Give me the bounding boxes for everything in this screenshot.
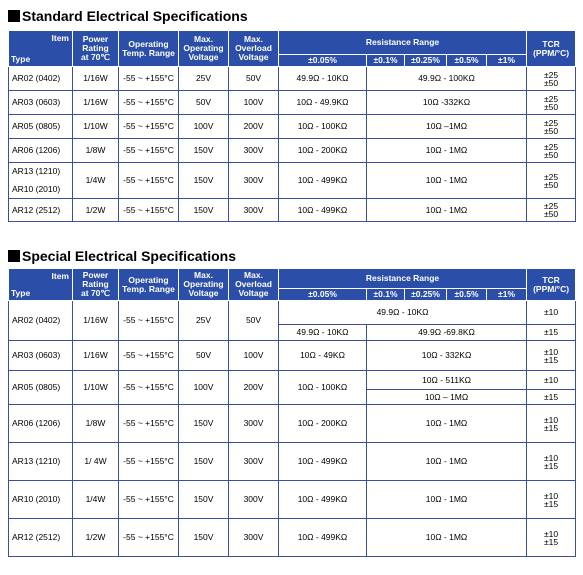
vop-cell: 150V — [179, 139, 229, 163]
power-cell: 1/2W — [73, 519, 119, 557]
vover-cell: 50V — [229, 301, 279, 341]
r005-cell: 10Ω - 100KΩ — [279, 115, 367, 139]
r-all-cell: 49.9Ω - 10KΩ — [279, 301, 527, 325]
temp-cell: -55 ~ +155°C — [119, 519, 179, 557]
rrest-cell: 10Ω - 1MΩ — [367, 139, 527, 163]
standard-title-text: Standard Electrical Specifications — [22, 8, 248, 24]
tcr-cell: ±10 ±15 — [527, 481, 576, 519]
type-cell: AR03 (0603) — [9, 91, 73, 115]
vop-cell: 25V — [179, 301, 229, 341]
resistance-range-header: Resistance Range — [279, 269, 527, 289]
temp-cell: -55 ~ +155°C — [119, 139, 179, 163]
rrest-cell: 10Ω - 1MΩ — [367, 443, 527, 481]
rrest-cell: 10Ω - 1MΩ — [367, 481, 527, 519]
vover-cell: 100V — [229, 91, 279, 115]
max-operating-voltage-header: Max. Operating Voltage — [179, 31, 229, 67]
type-cell: AR05 (0805) — [9, 115, 73, 139]
power-cell: 1/16W — [73, 341, 119, 371]
vop-cell: 50V — [179, 91, 229, 115]
rrest-cell: 10Ω - 332KΩ — [367, 341, 527, 371]
tolerance-0-05-header: ±0.05% — [279, 289, 367, 301]
power-cell: 1/8W — [73, 139, 119, 163]
standard-spec-table — [8, 30, 576, 222]
temp-cell: -55 ~ +155°C — [119, 405, 179, 443]
temp-cell: -55 ~ +155°C — [119, 115, 179, 139]
tolerance-0-25-header: ±0.25% — [405, 289, 447, 301]
type-cell: AR06 (1206) — [9, 139, 73, 163]
rrest-cell: 49.9Ω -69.8KΩ — [367, 325, 527, 341]
r005-cell: 10Ω - 499KΩ — [279, 163, 367, 199]
r005-cell: 49.9Ω - 10KΩ — [279, 67, 367, 91]
tcr-cell: ±10 — [527, 301, 576, 325]
max-operating-voltage-header: Max. Operating Voltage — [179, 269, 229, 301]
temp-cell: -55 ~ +155°C — [119, 481, 179, 519]
table-row — [9, 443, 576, 481]
power-rating-header: Power Rating at 70℃ — [73, 31, 119, 67]
r005-cell: 10Ω - 49.9KΩ — [279, 91, 367, 115]
vop-cell: 150V — [179, 163, 229, 199]
item-type-header — [9, 31, 73, 67]
r005-cell: 10Ω - 499KΩ — [279, 481, 367, 519]
table-row — [9, 199, 576, 222]
tcr-cell: ±25 ±50 — [527, 115, 576, 139]
vover-cell: 300V — [229, 443, 279, 481]
table-row — [9, 163, 576, 199]
item-header-label: Item — [51, 271, 69, 281]
type-cell: AR13 (1210) — [9, 443, 73, 481]
table-row — [9, 481, 576, 519]
item-type-header — [9, 269, 73, 301]
type-cell: AR13 (1210) AR10 (2010) — [9, 163, 73, 199]
vop-cell: 100V — [179, 115, 229, 139]
temp-cell: -55 ~ +155°C — [119, 91, 179, 115]
power-cell: 1/10W — [73, 371, 119, 405]
rrest-cell: 10Ω –1MΩ — [367, 115, 527, 139]
type-header-label: Type — [11, 54, 31, 64]
resistance-range-header: Resistance Range — [279, 31, 527, 55]
r005-cell: 10Ω - 499KΩ — [279, 443, 367, 481]
special-section-title — [8, 248, 236, 264]
vover-cell: 300V — [229, 405, 279, 443]
power-cell: 1/16W — [73, 301, 119, 341]
bullet-square-icon — [8, 10, 20, 22]
tcr-cell: ±25 ±50 — [527, 91, 576, 115]
standard-section-title — [8, 8, 248, 24]
tolerance-1-header: ±1% — [487, 289, 527, 301]
rrest-cell: 10Ω - 1MΩ — [367, 199, 527, 222]
power-cell: 1/10W — [73, 115, 119, 139]
tcr-cell: ±25 ±50 — [527, 199, 576, 222]
tcr-cell: ±10 ±15 — [527, 519, 576, 557]
rrest-cell: 10Ω - 1MΩ — [367, 163, 527, 199]
vover-cell: 100V — [229, 341, 279, 371]
tcr-cell: ±10 ±15 — [527, 341, 576, 371]
tolerance-0-1-header: ±0.1% — [367, 55, 405, 67]
tcr-cell: ±10 ±15 — [527, 443, 576, 481]
item-header-label: Item — [51, 33, 69, 43]
special-spec-table — [8, 268, 576, 557]
tcr-cell: ±15 — [527, 325, 576, 341]
table-row — [9, 341, 576, 371]
power-cell: 1/2W — [73, 199, 119, 222]
table-row — [9, 371, 576, 390]
vop-cell: 100V — [179, 371, 229, 405]
vop-cell: 150V — [179, 519, 229, 557]
tcr-cell: ±15 — [527, 390, 576, 405]
type-cell: AR03 (0603) — [9, 341, 73, 371]
r005-cell: 10Ω - 49KΩ — [279, 341, 367, 371]
table-row — [9, 139, 576, 163]
tcr-cell: ±25 ±50 — [527, 67, 576, 91]
vop-cell: 150V — [179, 481, 229, 519]
vover-cell: 300V — [229, 139, 279, 163]
temp-cell: -55 ~ +155°C — [119, 199, 179, 222]
tcr-cell: ±10 — [527, 371, 576, 390]
power-cell: 1/16W — [73, 91, 119, 115]
r005-cell: 10Ω - 499KΩ — [279, 519, 367, 557]
tcr-header: TCR (PPM/°C) — [527, 269, 576, 301]
tcr-cell: ±25 ±50 — [527, 139, 576, 163]
vover-cell: 50V — [229, 67, 279, 91]
rrest-cell: 10Ω - 511KΩ — [367, 371, 527, 390]
max-overload-voltage-header: Max. Overload Voltage — [229, 269, 279, 301]
type-cell: AR12 (2512) — [9, 199, 73, 222]
temp-cell: -55 ~ +155°C — [119, 163, 179, 199]
table-row — [9, 519, 576, 557]
table-row — [9, 405, 576, 443]
tolerance-0-5-header: ±0.5% — [447, 289, 487, 301]
power-cell: 1/4W — [73, 163, 119, 199]
vop-cell: 150V — [179, 443, 229, 481]
r005-cell: 10Ω - 200KΩ — [279, 139, 367, 163]
r005-cell: 10Ω - 499KΩ — [279, 199, 367, 222]
vop-cell: 50V — [179, 341, 229, 371]
r005-cell: 10Ω - 200KΩ — [279, 405, 367, 443]
r005-cell: 10Ω - 100KΩ — [279, 371, 367, 405]
type-cell: AR02 (0402) — [9, 67, 73, 91]
temp-cell: -55 ~ +155°C — [119, 443, 179, 481]
temp-cell: -55 ~ +155°C — [119, 301, 179, 341]
power-cell: 1/ 4W — [73, 443, 119, 481]
rrest-cell: 49.9Ω - 100KΩ — [367, 67, 527, 91]
power-rating-header: Power Rating at 70℃ — [73, 269, 119, 301]
vover-cell: 300V — [229, 481, 279, 519]
temp-cell: -55 ~ +155°C — [119, 341, 179, 371]
tcr-cell: ±10 ±15 — [527, 405, 576, 443]
rrest-cell: 10Ω - 1MΩ — [367, 405, 527, 443]
temp-cell: -55 ~ +155°C — [119, 67, 179, 91]
rrest-cell: 10Ω – 1MΩ — [367, 390, 527, 405]
special-title-text: Special Electrical Specifications — [22, 248, 236, 264]
table-row — [9, 115, 576, 139]
tolerance-0-25-header: ±0.25% — [405, 55, 447, 67]
tolerance-1-header: ±1% — [487, 55, 527, 67]
vover-cell: 300V — [229, 519, 279, 557]
vop-cell: 150V — [179, 199, 229, 222]
table-row — [9, 67, 576, 91]
vop-cell: 25V — [179, 67, 229, 91]
vover-cell: 300V — [229, 199, 279, 222]
vover-cell: 200V — [229, 371, 279, 405]
temp-cell: -55 ~ +155°C — [119, 371, 179, 405]
temp-range-header: Operating Temp. Range — [119, 269, 179, 301]
bullet-square-icon — [8, 250, 20, 262]
power-cell: 1/8W — [73, 405, 119, 443]
tolerance-0-05-header: ±0.05% — [279, 55, 367, 67]
type-cell: AR10 (2010) — [9, 481, 73, 519]
vover-cell: 200V — [229, 115, 279, 139]
rrest-cell: 10Ω - 1MΩ — [367, 519, 527, 557]
max-overload-voltage-header: Max. Overload Voltage — [229, 31, 279, 67]
table-row — [9, 301, 576, 325]
power-cell: 1/16W — [73, 67, 119, 91]
tolerance-0-1-header: ±0.1% — [367, 289, 405, 301]
table-row — [9, 91, 576, 115]
rrest-cell: 10Ω -332KΩ — [367, 91, 527, 115]
type-cell: AR06 (1206) — [9, 405, 73, 443]
tcr-cell: ±25 ±50 — [527, 163, 576, 199]
type-cell: AR02 (0402) — [9, 301, 73, 341]
tolerance-0-5-header: ±0.5% — [447, 55, 487, 67]
vover-cell: 300V — [229, 163, 279, 199]
type-cell: AR05 (0805) — [9, 371, 73, 405]
temp-range-header: Operating Temp. Range — [119, 31, 179, 67]
type-header-label: Type — [11, 288, 31, 298]
r005-cell: 49.9Ω - 10KΩ — [279, 325, 367, 341]
type-cell: AR12 (2512) — [9, 519, 73, 557]
power-cell: 1/4W — [73, 481, 119, 519]
vop-cell: 150V — [179, 405, 229, 443]
tcr-header: TCR (PPM/°C) — [527, 31, 576, 67]
